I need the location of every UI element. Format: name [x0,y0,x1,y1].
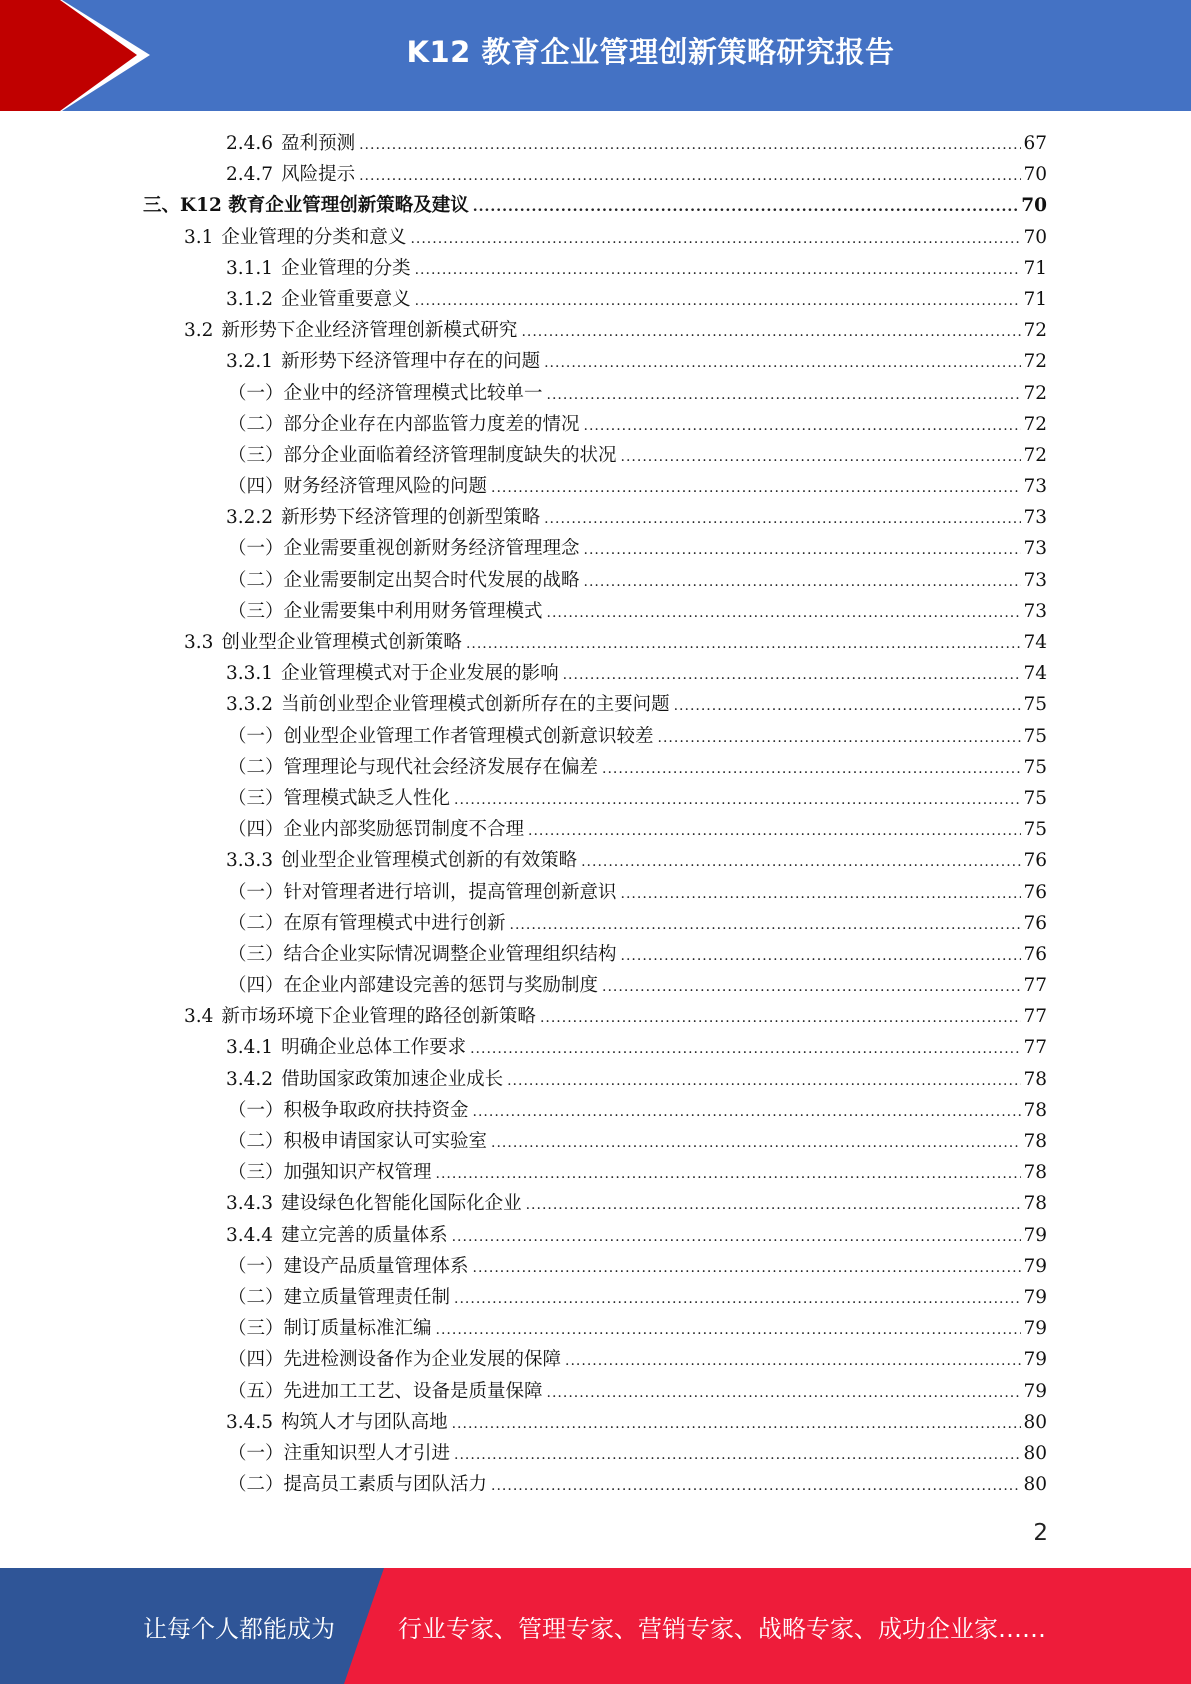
toc-entry-page: 76 [1023,881,1047,903]
table-of-contents [0,128,1191,1500]
toc-entry-title [226,658,559,689]
toc-entry-number: （二） [228,756,284,778]
toc-dot-leader [621,879,1022,910]
toc-entry-label: 企业管理的分类和意义 [221,226,407,248]
toc-entry[interactable] [0,596,1191,627]
toc-entry-title [143,190,469,221]
toc-entry-page: 72 [1023,382,1047,404]
toc-dot-leader [359,161,1021,192]
toc-entry-label: 新形势下企业经济管理创新模式研究 [221,320,518,342]
toc-dot-leader [540,1003,1022,1034]
toc-entry-page: 75 [1023,787,1047,809]
toc-entry-number: 3.1.1 [226,257,274,279]
toc-entry-number: （二） [228,1131,284,1152]
toc-entry-page: 70 [1023,226,1047,248]
toc-entry-page: 74 [1023,663,1047,685]
toc-entry-label: 积极争取政府扶持资金 [283,1099,469,1121]
toc-entry[interactable] [0,1438,1191,1469]
toc-dot-leader [470,1034,1021,1065]
toc-dot-leader [521,317,1021,348]
toc-entry-title [228,1251,469,1282]
toc-entry-label: 借助国家政策加速企业成长 [281,1068,504,1090]
toc-entry-title [226,1220,448,1251]
toc-entry[interactable] [0,1469,1191,1500]
toc-entry[interactable] [0,159,1191,190]
toc-dot-leader [658,723,1022,754]
toc-entry-label: 创业型企业管理模式创新策略 [221,632,462,653]
toc-entry-page: 76 [1023,912,1047,934]
toc-entry-number: （四） [228,975,284,997]
page-number: 2 [1033,1520,1048,1546]
toc-entry-number: （五） [228,1380,284,1402]
toc-entry-label: 管理模式缺乏人性化 [283,787,451,809]
toc-entry-page: 78 [1023,1068,1047,1090]
toc-entry-label: 在原有管理模式中进行创新 [283,912,506,934]
toc-entry[interactable] [0,378,1191,409]
toc-entry[interactable] [0,128,1191,159]
toc-entry-number: 3.3 [184,632,214,653]
toc-entry-page: 75 [1023,725,1047,747]
toc-dot-leader [415,286,1022,317]
toc-entry[interactable] [0,440,1191,471]
toc-dot-leader [436,1315,1022,1346]
toc-dot-leader [491,1128,1021,1159]
toc-entry-label: 企业管理的分类 [281,257,411,279]
toc-entry-label: 部分企业面临着经济管理制度缺失的状况 [283,444,617,466]
toc-entry-label: 企业管重要意义 [281,288,411,310]
toc-entry[interactable] [0,1126,1191,1157]
page-header [0,0,1191,111]
toc-entry-label: 建设产品质量管理体系 [283,1255,469,1277]
toc-entry-label: 企业需要制定出契合时代发展的战略 [283,569,580,591]
toc-entry-number: （三） [228,1318,284,1340]
toc-entry-number: 3.3.3 [226,850,274,872]
toc-entry[interactable] [0,253,1191,284]
toc-entry-label: 注重知识型人才引进 [283,1442,451,1464]
toc-dot-leader [454,1284,1021,1315]
toc-entry[interactable] [0,939,1191,970]
toc-entry-label: 风险提示 [281,164,356,186]
toc-entry-title [228,721,654,752]
toc-entry-page: 75 [1023,819,1047,841]
toc-dot-leader [602,972,1021,1003]
toc-entry-label: K12 教育企业管理创新策略及建议 [180,195,469,217]
toc-entry-page: 79 [1023,1349,1047,1371]
toc-entry[interactable] [0,1282,1191,1313]
red-chevron-icon [0,0,160,111]
toc-entry[interactable] [0,658,1191,689]
toc-entry[interactable] [0,1344,1191,1375]
toc-entry-title [226,689,670,720]
toc-entry[interactable] [0,627,1191,658]
toc-entry-page: 79 [1023,1255,1047,1277]
toc-entry[interactable] [0,970,1191,1001]
toc-entry-title [226,253,411,284]
toc-entry-page: 67 [1023,133,1047,154]
toc-entry-page: 77 [1023,1037,1047,1059]
toc-dot-leader [584,567,1022,598]
toc-entry-page: 78 [1023,1099,1047,1121]
toc-entry[interactable] [0,1376,1191,1407]
toc-entry-title [228,1344,561,1375]
toc-entry-page: 72 [1023,351,1047,373]
toc-entry-page: 80 [1023,1442,1047,1464]
toc-entry-number: （一） [228,881,284,903]
toc-entry[interactable] [0,471,1191,502]
toc-entry-title [184,315,517,346]
toc-entry-title [228,565,580,596]
toc-entry-label: 当前创业型企业管理模式创新所存在的主要问题 [281,694,670,716]
toc-entry-label: 在企业内部建设完善的惩罚与奖励制度 [283,975,599,997]
toc-entry-page: 73 [1023,507,1047,529]
toc-entry-title [226,1032,466,1063]
toc-entry-page: 70 [1023,164,1047,186]
toc-entry-number: （三） [228,600,284,622]
toc-entry-label: 财务经济管理风险的问题 [283,476,488,498]
toc-entry-number: 3.1.2 [226,288,274,310]
toc-dot-leader [584,535,1022,566]
toc-entry-label: 企业需要集中利用财务管理模式 [283,600,543,622]
toc-entry-label: 建立质量管理责任制 [283,1286,451,1308]
toc-dot-leader [602,754,1021,785]
toc-entry-number: 3.2 [184,320,214,342]
toc-entry-page: 76 [1023,850,1047,872]
toc-entry-number: （三） [228,787,284,809]
toc-entry-number: 3.2.1 [226,351,274,373]
toc-entry-title [226,1407,448,1438]
toc-entry-number: 三、 [143,195,181,217]
toc-entry[interactable] [0,502,1191,533]
toc-entry-title [228,814,524,845]
toc-entry[interactable] [0,1157,1191,1188]
toc-entry-label: 新市场环境下企业管理的路径创新策略 [221,1006,536,1028]
toc-entry-page: 74 [1023,632,1047,653]
toc-dot-leader [473,192,1019,223]
toc-entry-label: 企业需要重视创新财务经济管理理念 [283,538,580,560]
toc-entry[interactable] [0,409,1191,440]
toc-entry-number: （三） [228,943,284,965]
toc-entry-page: 72 [1023,320,1047,342]
toc-dot-leader [507,1066,1021,1097]
toc-entry-label: 构筑人才与团队高地 [281,1411,448,1433]
toc-entry-number: 3.1 [184,226,214,248]
toc-entry-title [228,440,617,471]
toc-entry[interactable] [0,689,1191,720]
toc-entry-number: 3.4.5 [226,1411,274,1433]
toc-entry-number: 2.4.6 [226,133,274,154]
toc-entry-number: （一） [228,382,284,404]
toc-entry-title [226,1064,503,1095]
toc-entry[interactable] [0,783,1191,814]
toc-entry-title [228,596,543,627]
toc-entry-title [228,1438,450,1469]
toc-entry-label: 积极申请国家认可实验室 [283,1131,488,1152]
toc-dot-leader [415,255,1022,286]
toc-entry-number: （二） [228,1286,284,1308]
toc-entry-page: 72 [1023,444,1047,466]
toc-entry-page: 71 [1023,288,1047,310]
toc-dot-leader [563,660,1022,691]
toc-entry-label: 制订质量标准汇编 [283,1318,432,1340]
toc-entry[interactable] [0,1064,1191,1095]
toc-entry-number: （一） [228,538,284,560]
toc-entry-number: 3.4 [184,1006,214,1028]
toc-entry-number: （一） [228,1099,284,1121]
toc-entry-label: 创业型企业管理模式创新的有效策略 [281,850,578,872]
toc-entry[interactable] [0,1313,1191,1344]
toc-entry-label: 先进检测设备作为企业发展的保障 [283,1349,562,1371]
toc-entry-number: 3.4.2 [226,1068,274,1090]
toc-entry-number: 3.4.4 [226,1224,274,1246]
toc-entry[interactable] [0,1095,1191,1126]
toc-entry-title [228,1469,487,1500]
toc-entry-label: 盈利预测 [281,133,356,154]
toc-entry-number: （一） [228,725,284,747]
toc-entry-label: 建设绿色化智能化国际化企业 [281,1193,522,1215]
toc-entry-number: （三） [228,444,284,466]
toc-entry-title [228,939,617,970]
toc-entry-number: 3.4.3 [226,1193,274,1215]
toc-entry[interactable] [0,1001,1191,1032]
toc-entry-page: 77 [1023,975,1047,997]
toc-entry[interactable] [0,190,1191,221]
toc-entry-title [228,1376,543,1407]
toc-entry-number: 3.4.1 [226,1037,274,1059]
toc-entry-label: 企业中的经济管理模式比较单一 [283,382,543,404]
toc-entry[interactable] [0,533,1191,564]
toc-entry-page: 72 [1023,413,1047,435]
toc-entry-label: 新形势下经济管理的创新型策略 [281,507,541,529]
toc-dot-leader [359,130,1021,161]
toc-entry-number: 3.3.2 [226,694,274,716]
toc-entry-number: （四） [228,819,284,841]
toc-entry-title [228,752,598,783]
toc-entry-title [228,970,598,1001]
toc-entry-title [184,1001,536,1032]
toc-entry-label: 创业型企业管理工作者管理模式创新意识较差 [283,725,654,747]
toc-entry[interactable] [0,877,1191,908]
toc-entry-page: 80 [1023,1411,1047,1433]
toc-entry-title [228,908,506,939]
toc-entry[interactable] [0,222,1191,253]
toc-entry-label: 加强知识产权管理 [283,1162,432,1184]
toc-entry-title [228,471,487,502]
toc-dot-leader [454,1440,1021,1471]
toc-dot-leader [452,1222,1022,1253]
toc-entry[interactable] [0,565,1191,596]
toc-dot-leader [473,1253,1022,1284]
toc-entry-label: 企业内部奖励惩罚制度不合理 [283,819,525,841]
toc-entry-title [228,1157,432,1188]
toc-entry-title [228,378,543,409]
toc-entry-number: （二） [228,912,284,934]
toc-entry[interactable] [0,1251,1191,1282]
footer-slogan-right: 行业专家、管理专家、营销专家、战略专家、成功企业家…… [398,1614,1046,1643]
toc-entry-title [184,627,462,658]
toc-entry-title [226,502,540,533]
toc-entry-number: （二） [228,413,284,435]
toc-entry-page: 79 [1023,1224,1047,1246]
toc-entry[interactable] [0,1188,1191,1219]
toc-entry-page: 75 [1023,694,1047,716]
toc-entry[interactable] [0,284,1191,315]
toc-entry[interactable] [0,908,1191,939]
toc-dot-leader [621,941,1022,972]
toc-entry-page: 71 [1023,257,1047,279]
toc-entry-title [228,409,580,440]
toc-dot-leader [466,629,1022,660]
toc-dot-leader [473,1097,1022,1128]
toc-dot-leader [565,1346,1021,1377]
toc-entry-title [226,845,577,876]
toc-entry-page: 70 [1021,195,1047,217]
toc-dot-leader [491,473,1021,504]
toc-entry-title [228,783,450,814]
toc-entry-page: 73 [1023,569,1047,591]
toc-entry-page: 79 [1023,1286,1047,1308]
toc-dot-leader [526,1190,1022,1221]
footer-slogan-left: 让每个人都能成为 [143,1614,335,1643]
toc-entry-number: （一） [228,1442,284,1464]
toc-entry-number: （四） [228,1349,284,1371]
toc-dot-leader [452,1409,1022,1440]
toc-entry-label: 部分企业存在内部监管力度差的情况 [283,413,580,435]
toc-dot-leader [491,1471,1021,1502]
toc-entry-label: 提高员工素质与团队活力 [283,1474,488,1496]
toc-entry-page: 78 [1023,1162,1047,1184]
toc-entry[interactable] [0,315,1191,346]
toc-dot-leader [436,1159,1022,1190]
toc-dot-leader [621,442,1022,473]
toc-entry-label: 明确企业总体工作要求 [281,1037,467,1059]
toc-entry[interactable] [0,845,1191,876]
toc-entry-number: （四） [228,476,284,498]
toc-entry[interactable] [0,721,1191,752]
toc-entry-page: 78 [1023,1193,1047,1215]
toc-entry-label: 管理理论与现代社会经济发展存在偏差 [283,756,599,778]
toc-entry-label: 先进加工工艺、设备是质量保障 [283,1380,543,1402]
toc-entry-title [226,284,411,315]
toc-entry-number: （二） [228,1474,284,1496]
toc-entry-page: 79 [1023,1380,1047,1402]
toc-dot-leader [454,785,1021,816]
toc-entry[interactable] [0,1220,1191,1251]
toc-entry-number: 3.3.1 [226,663,274,685]
toc-dot-leader [410,224,1021,255]
toc-entry-page: 73 [1023,538,1047,560]
toc-entry-number: （一） [228,1255,284,1277]
toc-entry-title [228,1126,487,1157]
toc-entry-page: 76 [1023,943,1047,965]
toc-entry-title [228,1095,469,1126]
toc-dot-leader [547,1378,1022,1409]
toc-entry-label: 针对管理者进行培训，提高管理创新意识 [283,881,617,903]
toc-dot-leader [547,598,1022,629]
toc-entry-title [184,222,406,253]
toc-entry[interactable] [0,752,1191,783]
page-footer [0,1568,1191,1684]
toc-entry-page: 73 [1023,476,1047,498]
toc-entry[interactable] [0,1407,1191,1438]
toc-dot-leader [674,691,1022,722]
toc-entry-number: （三） [228,1162,284,1184]
toc-entry-title [228,533,580,564]
toc-entry-number: 3.2.2 [226,507,274,529]
toc-entry-label: 企业管理模式对于企业发展的影响 [281,663,559,685]
toc-entry-page: 75 [1023,756,1047,778]
toc-entry-title [226,159,355,190]
toc-entry-label: 结合企业实际情况调整企业管理组织结构 [283,943,617,965]
toc-dot-leader [544,348,1021,379]
toc-dot-leader [581,847,1021,878]
toc-entry-title [228,877,617,908]
toc-entry-title [226,1188,522,1219]
toc-entry-label: 新形势下经济管理中存在的问题 [281,351,541,373]
toc-entry-page: 77 [1023,1006,1047,1028]
toc-entry[interactable] [0,346,1191,377]
toc-entry-page: 73 [1023,600,1047,622]
toc-entry-title [226,346,540,377]
toc-entry-title [228,1313,432,1344]
toc-dot-leader [528,816,1021,847]
toc-entry-number: 2.4.7 [226,164,274,186]
toc-dot-leader [544,504,1021,535]
document-title: K12 教育企业管理创新策略研究报告 [406,34,895,69]
toc-entry-page: 78 [1023,1131,1047,1152]
toc-entry-label: 建立完善的质量体系 [281,1224,448,1246]
toc-entry[interactable] [0,1032,1191,1063]
toc-entry-page: 80 [1023,1474,1047,1496]
toc-dot-leader [510,910,1022,941]
toc-entry-title [226,128,355,159]
toc-entry-page: 79 [1023,1318,1047,1340]
toc-dot-leader [547,380,1022,411]
toc-entry-number: （二） [228,569,284,591]
toc-entry[interactable] [0,814,1191,845]
toc-entry-title [228,1282,450,1313]
toc-dot-leader [584,411,1022,442]
